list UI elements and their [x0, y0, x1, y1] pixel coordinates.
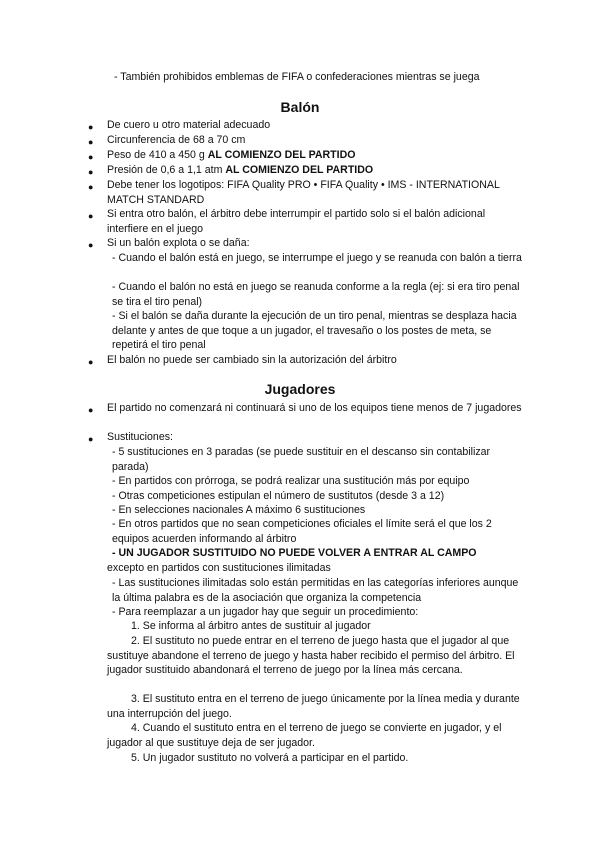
- list-item: El balón no puede ser cambiado sin la autorización del árbitro: [107, 354, 397, 366]
- procedure-step: 4. Cuando el sustituto entra en el terreno de juego se convierte en jugador, y el jugador al que sustituye deja de ser jugador.: [107, 722, 502, 749]
- list-item: [107, 163, 527, 178]
- bullet-icon: ●: [88, 137, 94, 147]
- sub-item: - En selecciones nacionales A máximo 6 sustituciones: [112, 504, 366, 516]
- bullet-icon: ●: [88, 167, 94, 177]
- list-item: De cuero u otro material adecuado: [107, 119, 271, 131]
- sub-item: - Si el balón se daña durante la ejecución de un tiro penal, mientras se desplaza hacia delante y antes de que toque a un jugador, el travesaño o los postes de meta, se repetirá el tiro penal: [112, 310, 517, 351]
- item-text: Peso de 410 a 450 g: [107, 149, 205, 161]
- list-item: El partido no comenzará ni continuará si uno de los equipos tiene menos de 7 jugadores: [107, 402, 522, 414]
- item-text: Presión de 0,6 a 1,1 atm: [107, 164, 223, 176]
- procedure-step: 3. El sustituto entra en el terreno de juego únicamente por la línea media y durante una interrupción del juego.: [107, 693, 520, 720]
- list-item: [107, 148, 527, 163]
- procedure-step: 1. Se informa al árbitro antes de sustituir al jugador: [131, 620, 371, 632]
- list-item: Debe tener los logotipos: FIFA Quality PRO • FIFA Quality • IMS - INTERNATIONAL MATCH STANDARD: [107, 179, 500, 206]
- bullet-icon: ●: [88, 357, 94, 367]
- bullet-icon: ●: [88, 240, 94, 250]
- list-item: Circunferencia de 68 a 70 cm: [107, 134, 246, 146]
- procedure-step: 2. El sustituto no puede entrar en el terreno de juego hasta que el jugador al que sustituye abandone el terreno de juego y hasta haber recibido el permiso del árbitro. El jugador sustituido abandonará el terreno de juego por la línea más cercana.: [107, 635, 515, 676]
- sub-item: - Las sustituciones ilimitadas solo están permitidas en las categorías inferiores aunque la última palabra es de la asociación que organiza la competencia: [112, 577, 519, 604]
- list-item: Si un balón explota o se daña:: [107, 237, 250, 249]
- sub-item: - Cuando el balón no está en juego se reanuda conforme a la regla (ej: si era tiro penal se tira el tiro penal): [112, 281, 520, 308]
- bullet-icon: ●: [88, 405, 94, 415]
- bullet-icon: ●: [88, 434, 94, 444]
- bullet-icon: ●: [88, 152, 94, 162]
- bullet-icon: ●: [88, 182, 94, 192]
- item-emphasis: AL COMIENZO DEL PARTIDO: [207, 149, 356, 161]
- list-item: Sustituciones:: [107, 431, 173, 443]
- section-heading-jugadores: Jugadores: [264, 381, 336, 397]
- intro-line: - También prohibidos emblemas de FIFA o confederaciones mientras se juega: [114, 71, 480, 83]
- sub-item: - En partidos con prórroga, se podrá realizar una sustitución más por equipo: [112, 475, 470, 487]
- sub-item-emphasis: - UN JUGADOR SUSTITUIDO NO PUEDE VOLVER A ENTRAR AL CAMPO: [112, 547, 477, 559]
- sub-item: - 5 sustituciones en 3 paradas (se puede sustituir en el descanso sin contabilizar parada): [112, 446, 491, 473]
- sub-item: - Otras competiciones estipulan el número de sustitutos (desde 3 a 12): [112, 490, 445, 502]
- item-emphasis: AL COMIENZO DEL PARTIDO: [225, 164, 374, 176]
- procedure-step: 5. Un jugador sustituto no volverá a participar en el partido.: [131, 752, 409, 764]
- section-heading-balon: Balón: [280, 99, 320, 115]
- bullet-icon: ●: [88, 211, 94, 221]
- sub-item: excepto en partidos con sustituciones ilimitadas: [107, 562, 331, 574]
- bullet-icon: ●: [88, 122, 94, 132]
- sub-item: - En otros partidos que no sean competiciones oficiales el límite será el que los 2 equipos acuerden informando al árbitro: [112, 518, 492, 545]
- sub-item: - Para reemplazar a un jugador hay que seguir un procedimiento:: [112, 606, 419, 618]
- list-item: Si entra otro balón, el árbitro debe interrumpir el partido solo si el balón adicional interfiere en el juego: [107, 208, 486, 235]
- sub-item: - Cuando el balón está en juego, se interrumpe el juego y se reanuda con balón a tierra: [112, 252, 522, 264]
